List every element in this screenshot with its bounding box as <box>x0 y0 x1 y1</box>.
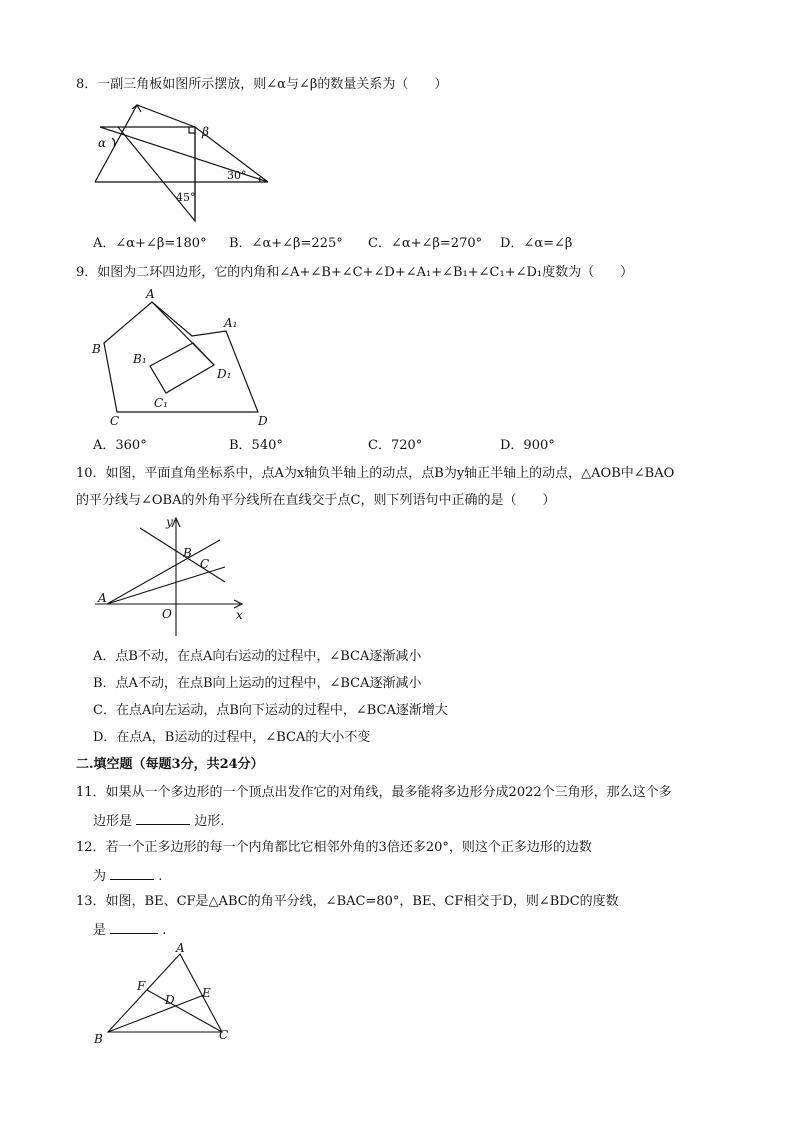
q9-stem: 9．如图为二环四边形，它的内角和∠A+∠B+∠C+∠D+∠A₁+∠B₁+∠C₁+∠D₁度数为（ ） <box>76 265 634 280</box>
q13-line2 <box>93 919 166 940</box>
q11-line2-pre: 边形是 <box>93 814 133 829</box>
q8-figure <box>90 100 280 225</box>
q10-stem-line1: 10．如图，平面直角坐标系中，点A为x轴负半轴上的动点，点B为y轴正半轴上的动点，△AOB中∠BAO <box>76 466 675 481</box>
q10-stem-line2: 的平分线与∠OBA的外角平分线所在直线交于点C，则下列语句中正确的是（ ） <box>76 493 556 508</box>
section-title: 二.填空题（每题3分，共24分） <box>76 757 264 772</box>
q8-option-c[interactable]: C．∠α+∠β=270° <box>368 236 483 251</box>
q9-inner-quad <box>150 343 214 393</box>
q13-label-D: D <box>165 993 175 1007</box>
q12-answer-blank[interactable] <box>110 865 154 880</box>
q13-label-A: A <box>176 941 185 955</box>
q10-label-y: y <box>166 515 173 529</box>
q9-figure <box>88 285 278 430</box>
q11-line2-post: 边形. <box>194 814 225 829</box>
q11-line1: 11．如果从一个多边形的一个顶点出发作它的对角线，最多能将多边形分成2022个三角形，那么这个多 <box>76 785 672 800</box>
q12-line2-pre: 为 <box>93 869 107 884</box>
q13-figure <box>92 940 242 1048</box>
q9-option-c[interactable]: C．720° <box>368 438 423 453</box>
q10-figure <box>90 512 260 642</box>
q11-line2 <box>93 810 224 831</box>
q8-30-label: 30° <box>227 169 247 182</box>
q13-line2-post: . <box>162 923 167 938</box>
q12-line2 <box>93 865 162 886</box>
q13-label-B: B <box>94 1032 103 1046</box>
q9-label-D1: D₁ <box>217 367 232 381</box>
q9-option-d[interactable]: D．900° <box>500 438 555 453</box>
q10-label-B: B <box>183 546 192 560</box>
q9-label-A1: A₁ <box>224 316 238 330</box>
q12-line1: 12．若一个正多边形的每一个内角都比它相邻外角的3倍还多20°，则这个正多边形的边数 <box>76 840 592 855</box>
q10-option-d[interactable]: D．在点A，B运动的过程中，∠BCA的大小不变 <box>93 730 371 745</box>
q8-option-b[interactable]: B．∠α+∠β=225° <box>229 236 343 251</box>
q10-label-A: A <box>98 591 107 605</box>
q9-label-C1: C₁ <box>154 396 168 410</box>
q12-line2-post: . <box>158 869 163 884</box>
q10-label-O: O <box>162 607 172 621</box>
q9-option-b[interactable]: B．540° <box>229 438 283 453</box>
q8-option-a[interactable]: A．∠α+∠β=180° <box>93 236 207 251</box>
q10-option-c[interactable]: C．在点A向左运动，点B向下运动的过程中，∠BCA逐渐增大 <box>93 703 448 718</box>
q13-line1: 13．如图，BE、CF是△ABC的角平分线，∠BAC=80°，BE、CF相交于D，则∠BDC的度数 <box>76 894 619 909</box>
q13-answer-blank[interactable] <box>110 919 158 934</box>
q8-45-label: 45° <box>176 191 196 204</box>
q10-label-C: C <box>200 557 210 571</box>
q9-label-A: A <box>146 287 155 301</box>
q10-option-b[interactable]: B．点A不动，在点B向上运动的过程中，∠BCA逐渐减小 <box>93 676 422 691</box>
q10-option-a[interactable]: A．点B不动，在点A向右运动的过程中，∠BCA逐渐减小 <box>93 649 422 664</box>
q13-label-C: C <box>219 1028 229 1042</box>
q9-label-D: D <box>258 414 268 428</box>
q13-line2-pre: 是 <box>93 923 107 938</box>
q13-label-E: E <box>202 986 211 1000</box>
q8-beta-label: β <box>202 125 209 139</box>
q13-label-F: F <box>137 979 146 993</box>
q8-stem: 8．一副三角板如图所示摆放，则∠α与∠β的数量关系为（ ） <box>76 77 448 92</box>
q9-label-C: C <box>110 414 120 428</box>
q10-label-x: x <box>236 608 243 622</box>
q11-answer-blank[interactable] <box>136 810 190 825</box>
q9-label-B1: B₁ <box>133 352 147 366</box>
q8-option-d[interactable]: D．∠α=∠β <box>500 236 573 251</box>
q9-label-B: B <box>92 342 101 356</box>
q9-option-a[interactable]: A．360° <box>93 438 147 453</box>
q8-alpha-label: α <box>98 136 107 150</box>
